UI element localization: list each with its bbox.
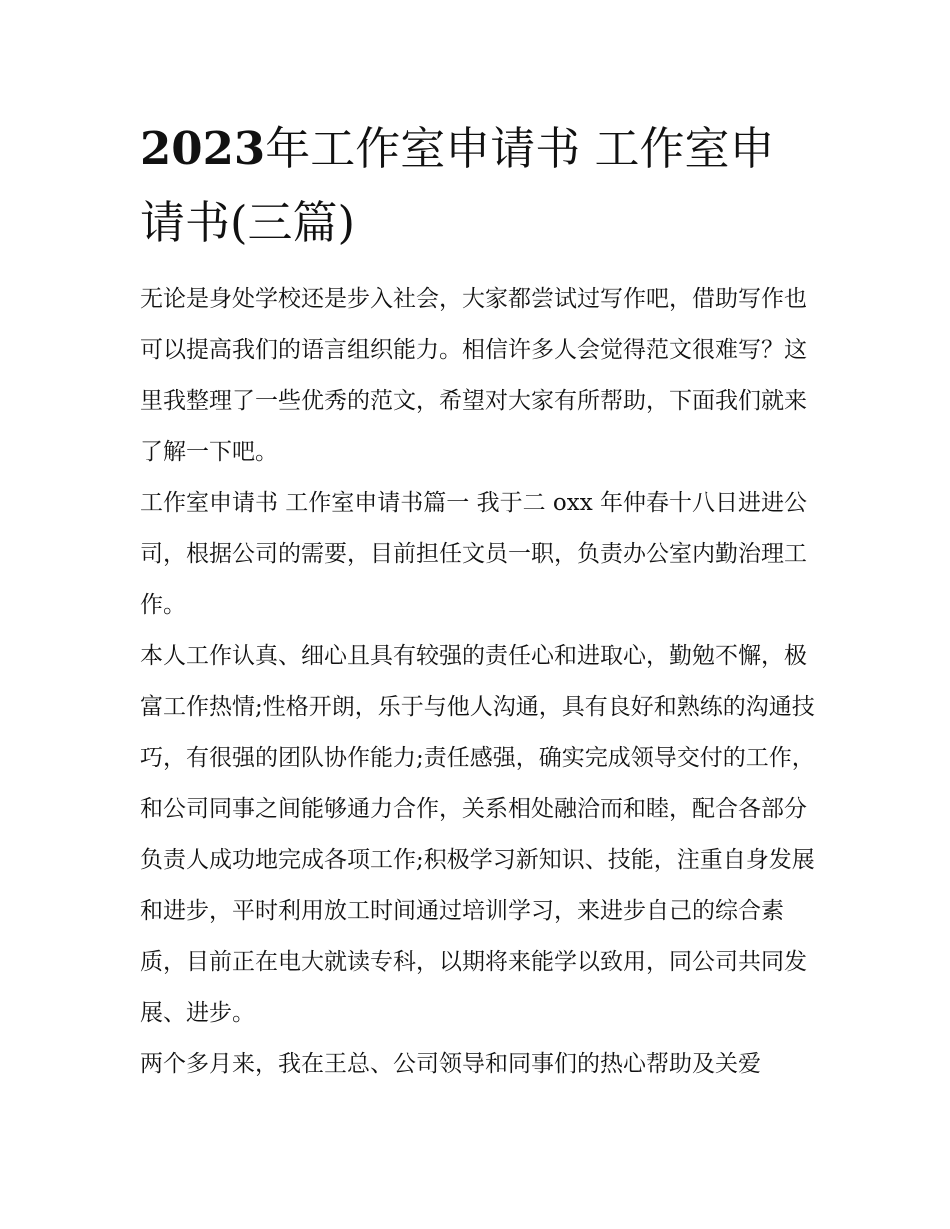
- title-year: 2023: [140, 122, 266, 175]
- paragraph-intro: 无论是身处学校还是步入社会，大家都尝试过写作吧，借助写作也可以提高我们的语言组织能力。相信许多人会觉得范文很难写？这里我整理了一些优秀的范文，希望对大家有所帮助，下面我们就来了解一下吧。: [140, 286, 807, 465]
- paragraph-first-letter: 工作室申请书 工作室申请书篇一 我于二 oxx 年仲春十八日进进公司，根据公司的需要，目前担任文员一职，负责办公室内勤治理工作。: [140, 490, 808, 618]
- paragraph-self-evaluation: 本人工作认真、细心且具有较强的责任心和进取心，勤勉不懈，极富工作热情;性格开朗，乐于与他人沟通，具有良好和熟练的沟通技巧，有很强的团队协作能力;责任感强，确实完成领导交付的工作，和公司同事之间能够通力合作，关系相处融洽而和睦，配合各部分负责人成功地完成各项工作;积极学习新知识、技能，注重自身发展和进步，平时利用放工时间通过培训学习，来进步自己的综合素质，目前正在电大就读专科，以期将来能学以致用，同公司共同发展、进步。: [140, 643, 815, 1026]
- title-text: 年工作室申请书 工作室申请书(三篇): [140, 122, 775, 249]
- paragraph-two-months: 两个多月来，我在王总、公司领导和同事们的热心帮助及关爱: [140, 1051, 761, 1077]
- document-page: [140, 112, 815, 1090]
- document-title: [140, 112, 815, 260]
